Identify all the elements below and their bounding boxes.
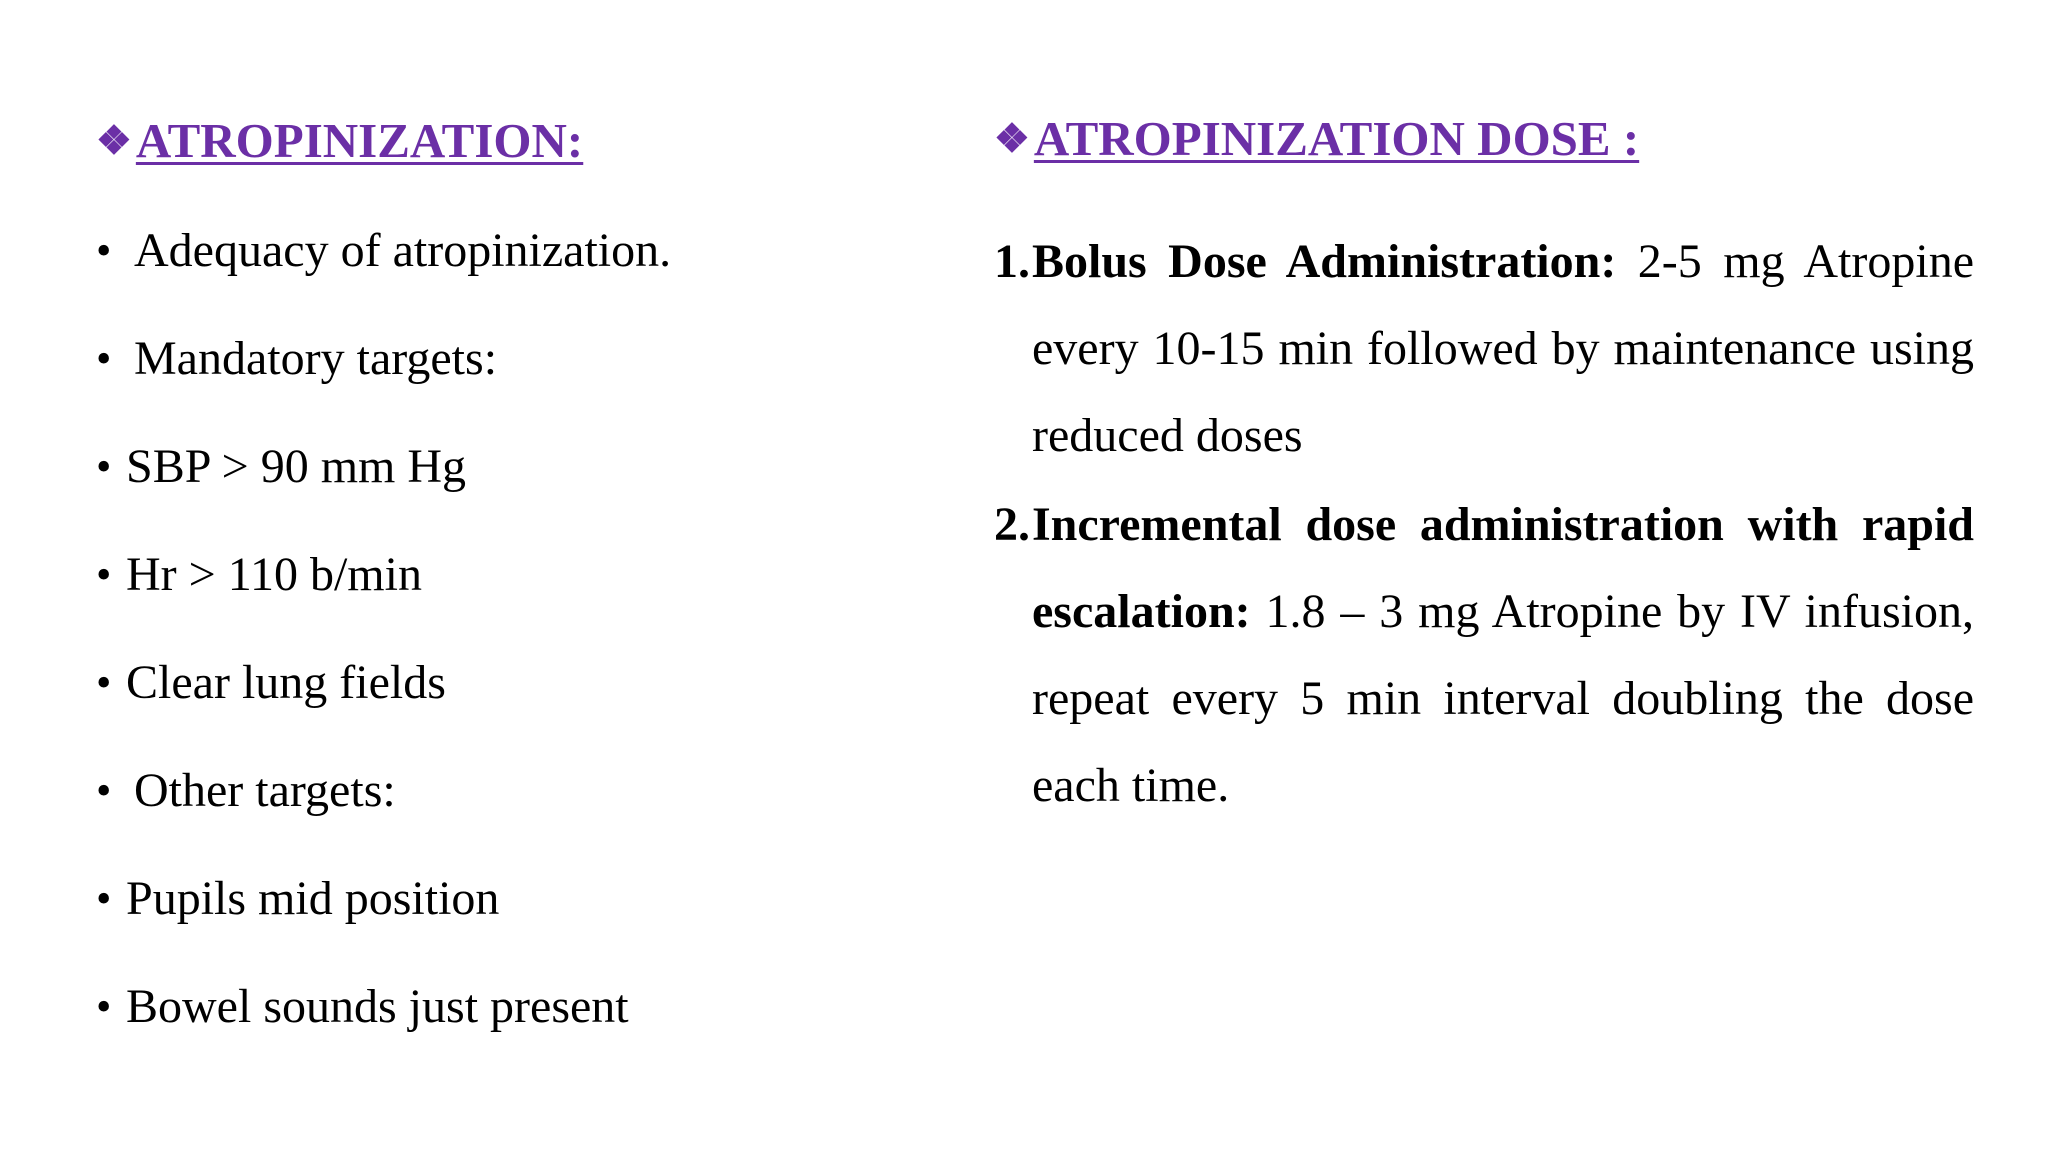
bullet-icon: • [96, 442, 112, 491]
list-item [96, 218, 956, 326]
list-item [96, 326, 956, 434]
list-item [994, 218, 1974, 479]
list-item-number: 2. [994, 498, 1030, 551]
bullet-icon: • [96, 334, 112, 383]
list-item-text: SBP > 90 mm Hg [126, 440, 467, 493]
list-item [96, 434, 956, 542]
list-item-bold-label: Incremental dose administration with rapid escalation: [1032, 498, 1974, 638]
diamond-bullet-icon: ❖ [994, 116, 1030, 161]
bullet-icon: • [96, 226, 112, 275]
list-item-text: Hr > 110 b/min [126, 548, 422, 601]
list-item [96, 758, 956, 866]
bullet-icon: • [96, 766, 112, 815]
bullet-icon: • [96, 982, 112, 1031]
atropinization-heading-text: ATROPINIZATION: [135, 113, 584, 168]
diamond-bullet-icon: ❖ [96, 118, 132, 163]
left-column [96, 108, 956, 1033]
bullet-icon: • [96, 550, 112, 599]
list-item-text: Bowel sounds just present [126, 980, 629, 1033]
list-item [96, 974, 956, 1082]
atropinization-bullet-list [96, 218, 956, 1082]
bullet-icon: • [96, 874, 112, 923]
bullet-icon: • [96, 658, 112, 707]
list-item-text: Clear lung fields [126, 656, 446, 709]
list-item-text: Mandatory targets: [134, 332, 498, 385]
list-item-text: 2-5 mg Atropine every 10-15 min followed by maintenance using reduced doses [1032, 235, 1975, 462]
atropinization-heading [96, 108, 956, 174]
dose-numbered-list [994, 218, 1974, 831]
list-item-text: Adequacy of atropinization. [134, 224, 672, 277]
list-item-text: 1.8 – 3 mg Atropine by IV infusion, repeat every 5 min interval doubling the dose each time. [1032, 585, 1974, 812]
list-item-bold-label: Bolus Dose Administration: [1032, 235, 1617, 288]
list-item-text: Other targets: [134, 764, 396, 817]
list-item-text: Pupils mid position [126, 872, 500, 925]
right-column [994, 106, 1975, 812]
atropinization-dose-heading-text: ATROPINIZATION DOSE : [1033, 111, 1640, 166]
list-item-number: 1. [994, 235, 1030, 288]
list-item [994, 481, 1974, 829]
list-item [96, 866, 956, 974]
list-item [96, 542, 956, 650]
list-item [96, 650, 956, 758]
atropinization-dose-heading [994, 106, 1974, 172]
